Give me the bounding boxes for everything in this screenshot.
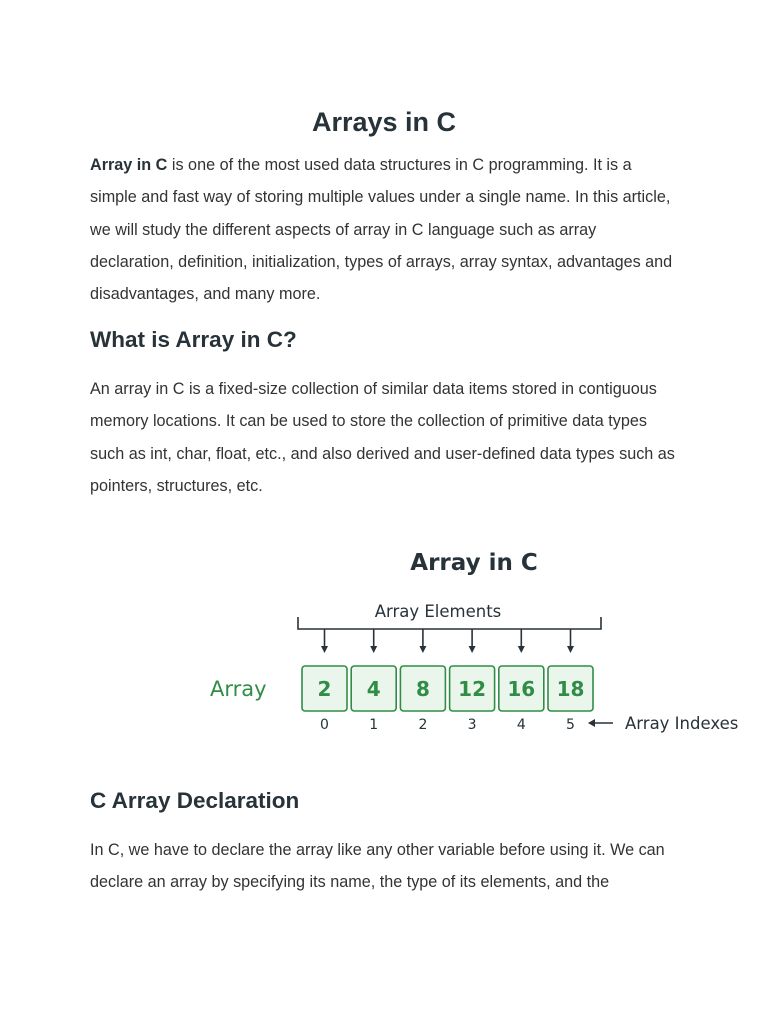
intro-bold-lead: Array in C <box>90 156 168 174</box>
element-arrow-head <box>321 646 328 653</box>
element-arrow-head <box>567 646 574 653</box>
array-elements-label: Array Elements <box>374 602 502 621</box>
array-diagram <box>90 535 739 745</box>
array-index-label: 3 <box>467 717 477 733</box>
array-declaration-paragraph: In C, we have to declare the array like any other variable before using it. We can declare an array by specifying its name, the type of its elements, and the <box>90 841 665 892</box>
element-arrow-head <box>469 646 476 653</box>
array-cell-value: 4 <box>366 677 381 701</box>
array-index-label: 4 <box>516 717 526 733</box>
array-cell-value: 8 <box>415 677 430 701</box>
array-cell-value: 2 <box>317 677 332 701</box>
intro-text: is one of the most used data structures in C programming. It is a simple and fast way of storing multiple values under a single name. In this article, we will study the different aspects of array in C language such as array declaration, definition, initialization, types of arrays, array syntax, advantages and disadvantages, and many more. <box>90 156 673 304</box>
array-index-label: 2 <box>418 717 428 733</box>
array-index-label: 0 <box>320 717 329 733</box>
element-arrow-head <box>419 646 426 653</box>
array-cells <box>302 666 593 711</box>
what-is-array-heading: What is Array in C? <box>90 327 297 352</box>
array-index-label: 1 <box>369 717 379 733</box>
intro-paragraph <box>90 149 682 310</box>
index-pointer-arrowhead <box>588 719 595 727</box>
diagram-title: Array in C <box>410 550 538 576</box>
array-index-label: 5 <box>566 717 575 733</box>
array-label: Array <box>210 677 267 701</box>
element-arrow-head <box>370 646 377 653</box>
array-cell-value: 16 <box>507 677 536 701</box>
array-cell-value: 12 <box>458 677 487 701</box>
array-indexes-label: Array Indexes <box>625 714 739 733</box>
array-cell-value: 18 <box>556 677 585 701</box>
element-arrow-head <box>518 646 525 653</box>
element-arrows <box>321 629 574 653</box>
array-declaration-heading: C Array Declaration <box>90 788 300 813</box>
what-is-array-paragraph: An array in C is a fixed-size collection of similar data items stored in contiguous memory locations. It can be used to store the collection of primitive data types such as int, char, float, etc., and also derived and user-defined data types such as pointers, structures, etc. <box>90 380 675 495</box>
array-indexes <box>320 717 575 733</box>
article-title: Arrays in C <box>311 107 457 137</box>
